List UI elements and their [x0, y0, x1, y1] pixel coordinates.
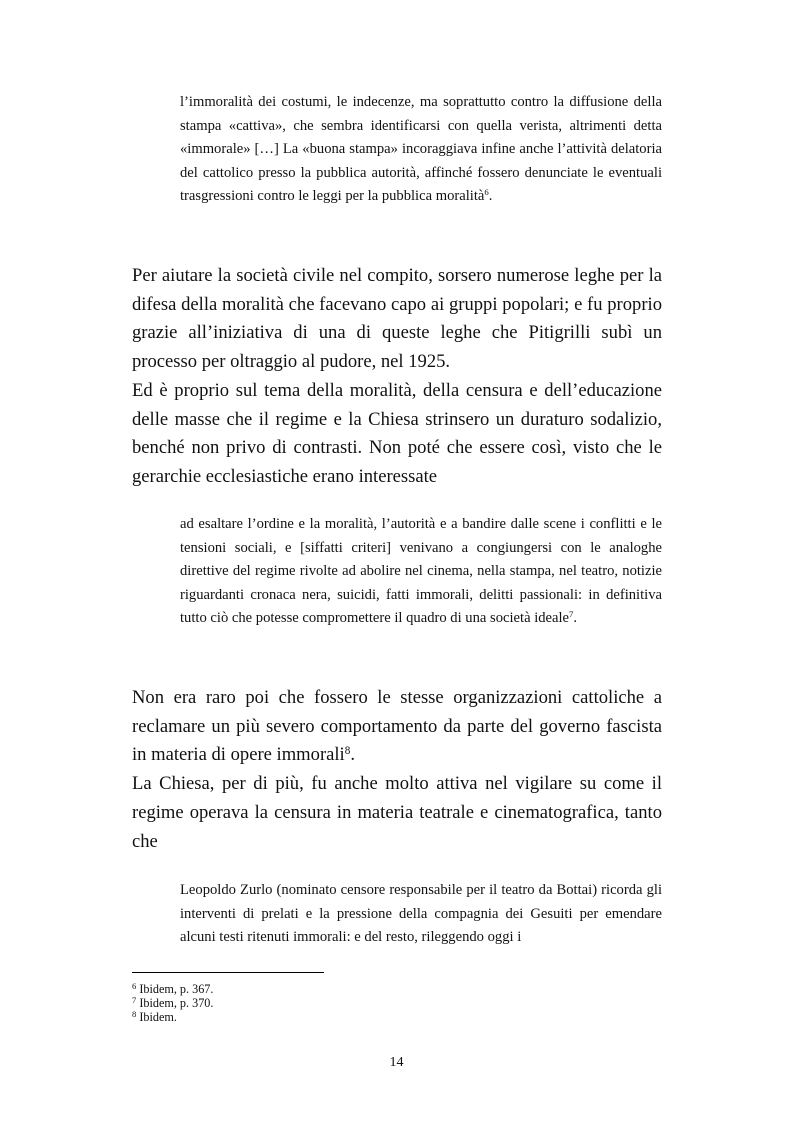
quote-3-text: Leopoldo Zurlo (nominato censore responsabile per il teatro da Bottai) ricorda gli interventi di prelati e la pressione della compagnia dei Gesuiti per emendare alcuni testi ritenuti immorali: e del resto, rileggendo oggi i [180, 882, 662, 945]
footnote-number: 7 [132, 995, 137, 1006]
paragraph-3-end: . [350, 744, 355, 766]
footnote-ref-7[interactable]: 7 [569, 609, 574, 620]
block-quote-2 [180, 513, 662, 631]
footnote-7 [132, 996, 432, 1010]
footnotes [132, 982, 432, 1024]
footnote-text: Ibidem. [139, 1010, 177, 1024]
body-text-1 [132, 262, 662, 492]
block-quote-1 [180, 91, 662, 209]
footnote-text: Ibidem, p. 370. [139, 996, 214, 1010]
footnote-text: Ibidem, p. 367. [139, 982, 214, 996]
body-text-2 [132, 684, 662, 856]
quote-2-end: . [573, 610, 578, 626]
page-number: 14 [389, 1055, 404, 1070]
footnote-number: 8 [132, 1009, 137, 1020]
paragraph-1: Per aiutare la società civile nel compito, sorsero numerose leghe per la difesa della moralità che facevano capo ai gruppi popolari; e fu proprio grazie all’iniziativa di una di queste leghe che Pitigrilli subì un processo per oltraggio al pudore, nel 1925. [132, 265, 662, 373]
footnote-ref-6[interactable]: 6 [484, 187, 489, 198]
quote-1-end: . [488, 188, 493, 204]
block-quote-3 [180, 879, 662, 950]
paragraph-3-text: Non era raro poi che fossero le stesse organizzazioni cattoliche a reclamare un più severo comportamento da parte del governo fascista in materia di opere immorali [132, 687, 662, 766]
footnote-number: 6 [132, 981, 137, 992]
quote-1-text: l’immoralità dei costumi, le indecenze, ma soprattutto contro la diffusione della stampa «cattiva», che sembra identificarsi con quella verista, altrimenti detta «immorale» […] La «buona stampa» incoraggiava infine anche l’attività delatoria del cattolico presso la pubblica autorità, affinché fossero denunciate le eventuali trasgressioni contro le leggi per la pubblica moralità [180, 94, 662, 204]
paragraph-3 [132, 684, 662, 770]
paragraph-2: Ed è proprio sul tema della moralità, della censura e dell’educazione delle masse che il regime e la Chiesa strinsero un duraturo sodalizio, benché non privo di contrasti. Non poté che essere così, visto che le gerarchie ecclesiastiche erano interessate [132, 379, 662, 487]
footnote-separator [132, 972, 324, 973]
footnote-6 [132, 982, 432, 996]
quote-2-text: ad esaltare l’ordine e la moralità, l’autorità e a bandire dalle scene i conflitti e le tensioni sociali, e [siffatti criteri] venivano a congiungersi con le analoghe direttive del regime rivolte ad abolire nel cinema, nella stampa, nel teatro, notizie riguardanti cronaca nera, suicidi, fatti immorali, delitti passionali: in definitiva tutto ciò che potesse compromettere il quadro di una società ideale [180, 516, 662, 626]
paragraph-4: La Chiesa, per di più, fu anche molto attiva nel vigilare su come il regime operava la censura in materia teatrale e cinematografica, tanto che [132, 773, 662, 852]
footnote-ref-8[interactable]: 8 [344, 745, 351, 758]
footnote-8 [132, 1010, 432, 1024]
